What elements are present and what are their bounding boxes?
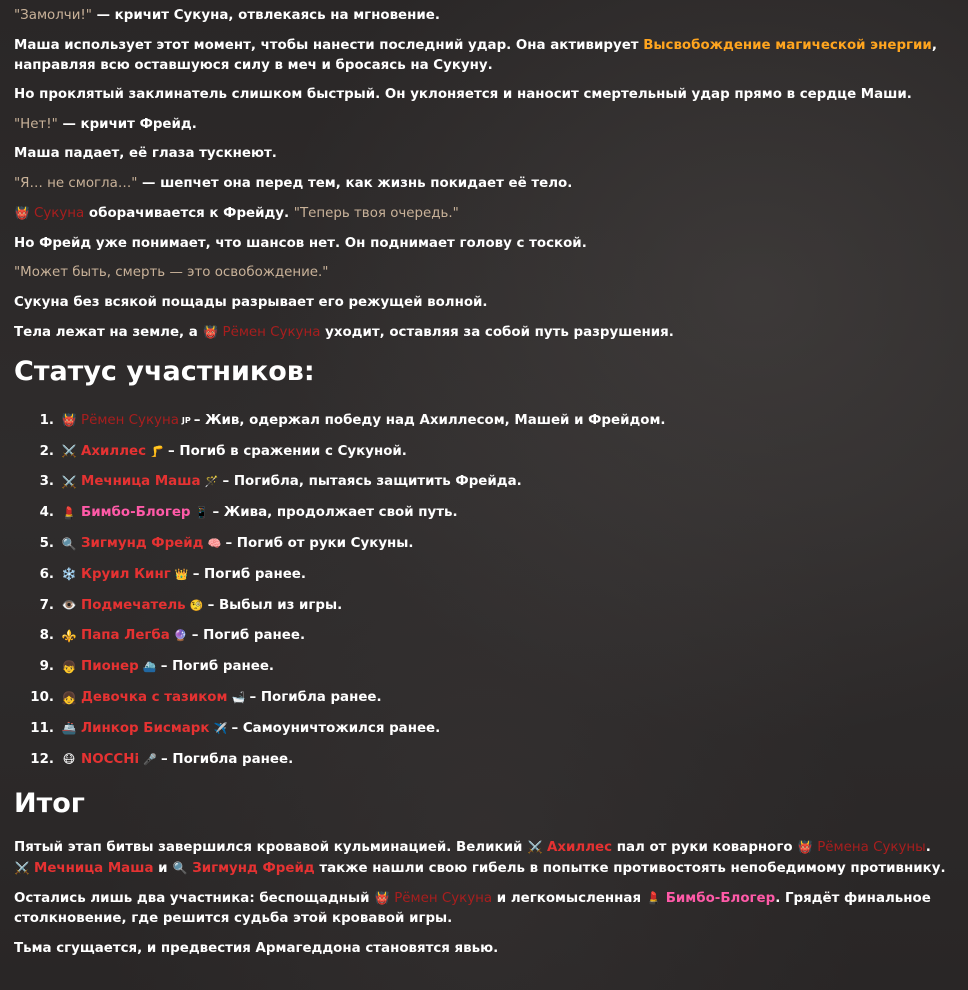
leg-icon: 🦵: [150, 444, 164, 458]
row-number: 12.: [30, 751, 54, 767]
participant-row: [14, 621, 954, 652]
story-line: [14, 36, 954, 76]
magnifier-icon: 🔍: [61, 536, 77, 551]
participant-list: [14, 405, 954, 775]
boy-icon: 👦: [61, 659, 77, 674]
demon-icon: 👹: [374, 891, 390, 906]
row-number: 4.: [39, 505, 54, 521]
participant-row: [14, 497, 954, 528]
quote-text: "Нет!": [14, 116, 58, 132]
row-number: 7.: [39, 597, 54, 613]
row-number: 9.: [39, 659, 54, 675]
participant-status: – Погибла ранее.: [161, 751, 294, 767]
participant-status: – Погибла, пытаясь защитить Фрейда.: [222, 474, 522, 490]
eye-icon: 👁️: [61, 598, 77, 613]
airplane-icon: ✈️: [213, 721, 228, 735]
crossed-swords-icon: ⚔️: [61, 444, 77, 459]
lipstick-icon: 💄: [646, 891, 662, 906]
participant-status: – Погиб в сражении с Сукуной.: [168, 443, 407, 459]
story-line: [14, 203, 954, 224]
magnifier-icon: 🔍: [172, 860, 188, 875]
story-line: [14, 322, 954, 343]
status-heading: Статус участников:: [14, 356, 315, 387]
participant-status: – Погиб от руки Сукуны.: [225, 536, 414, 552]
participant-status: – Погиб ранее.: [160, 659, 274, 675]
story-text: оборачивается к Фрейду.: [84, 206, 294, 221]
participant-row: [14, 590, 954, 621]
participant-name: Подмечатель: [81, 597, 186, 613]
participant-name: Круил Кинг: [81, 566, 171, 582]
participant-name: Ахиллес: [81, 443, 147, 459]
story-line: [14, 174, 954, 194]
summary-heading: Итог: [14, 787, 85, 819]
participant-row: [14, 467, 954, 498]
quote-text: "Может быть, смерть — это освобождение.": [14, 265, 329, 280]
story-text: — кричит Фрейд.: [57, 116, 197, 132]
participant-name: Линкор Бисмарк: [81, 720, 210, 736]
crossed-swords-icon: ⚔️: [14, 860, 30, 875]
character-name: Бимбо-Блогер: [665, 891, 776, 907]
ability-name: Высвобождение магической энергии: [643, 37, 932, 53]
crown-icon: 👑: [174, 567, 189, 581]
row-number: 10.: [30, 690, 54, 706]
character-name: Рёмен Сукуна: [394, 891, 493, 907]
participant-name: Пионер: [81, 659, 139, 675]
participant-name: Девочка с тазиком: [81, 690, 228, 706]
monocle-face-icon: 🧐: [189, 598, 204, 612]
participant-row: [14, 713, 954, 744]
jp-tag: JP: [181, 415, 191, 425]
story-line: Маша падает, её глаза тускнеют.: [14, 146, 277, 161]
boat-icon: ⛴️: [142, 660, 157, 674]
quote-text: "Я… не смогла…": [14, 175, 138, 191]
character-name: Сукуна: [34, 206, 85, 221]
summary-text: Пятый этап битвы завершился кровавой кульминацией. Великий: [14, 839, 527, 855]
crossed-swords-icon: ⚔️: [527, 839, 543, 854]
story-text: — кричит Сукуна, отвлекаясь на мгновение.: [91, 8, 440, 23]
row-number: 1.: [39, 412, 54, 428]
girl-icon: 👧: [61, 690, 77, 705]
ship-icon: 🚢: [61, 721, 77, 736]
row-number: 5.: [39, 536, 54, 552]
fleur-de-lis-icon: ⚜️: [61, 628, 77, 643]
participant-status: – Погиб ранее.: [191, 628, 306, 644]
participant-row: [14, 405, 954, 436]
character-name: Зигмунд Фрейд: [192, 860, 315, 876]
summary-text: также нашли свою гибель в попытке противостоять непобедимому противнику.: [314, 860, 946, 876]
demon-icon: 👹: [203, 325, 218, 339]
story-text: — шепчет она перед тем, как жизнь покидает её тело.: [137, 175, 573, 191]
microphone-icon: 🎤: [143, 752, 157, 766]
summary-paragraph: [14, 888, 954, 929]
participant-status: – Самоуничтожился ранее.: [231, 720, 441, 736]
wand-icon: 🪄: [204, 475, 219, 489]
summary-text: .: [925, 839, 931, 855]
demon-icon: 👹: [797, 839, 813, 854]
lipstick-icon: 💄: [61, 505, 77, 520]
story-line: Но Фрейд уже понимает, что шансов нет. Он поднимает голову с тоской.: [14, 235, 587, 251]
quote-text: "Теперь твоя очередь.": [293, 206, 459, 221]
crystal-ball-icon: 🔮: [173, 629, 188, 643]
story-text: , направляя всю оставшуюся силу в меч и бросаясь на Сукуну.: [14, 37, 937, 73]
row-number: 11.: [30, 720, 54, 736]
participant-row: [14, 559, 954, 590]
summary-text: Остались лишь два участника: беспощадный: [14, 891, 375, 907]
bathtub-icon: 🛁: [231, 691, 246, 705]
summary-text: и легкомысленная: [492, 891, 646, 907]
story-line: [14, 115, 954, 135]
story-text: уходит, оставляя за собой путь разрушения.: [320, 325, 674, 340]
brain-icon: 🧠: [207, 537, 222, 551]
mask-face-icon: 😷: [62, 752, 76, 767]
character-name: Ахиллес: [547, 839, 613, 855]
participant-name: Рёмен Сукуна: [81, 412, 179, 428]
participant-status: – Погиб ранее.: [192, 566, 306, 582]
character-name: Рёмен Сукуна: [222, 325, 321, 340]
participant-status: – Жив, одержал победу над Ахиллесом, Машей и Фрейдом.: [193, 412, 666, 428]
row-number: 6.: [39, 566, 54, 582]
story-text: Тела лежат на земле, а: [14, 325, 203, 340]
story-text: Маша использует этот момент, чтобы нанести последний удар. Она активирует: [14, 37, 644, 53]
participant-name: NOCCHi: [81, 751, 140, 767]
participant-row: [14, 744, 954, 775]
summary-paragraph: Тьма сгущается, и предвестия Армагеддона становятся явью.: [14, 940, 499, 956]
summary-paragraph: [14, 837, 954, 879]
snowflake-icon: ❄️: [61, 567, 77, 582]
participant-name: Папа Легба: [81, 628, 170, 644]
phone-icon: 📱: [194, 506, 209, 520]
story-line: [14, 263, 954, 283]
story-line: [14, 6, 954, 26]
demon-icon: 👹: [61, 413, 77, 428]
summary-text: . Грядёт финальное столкновение, где решится судьба этой кровавой игры.: [14, 891, 931, 927]
summary-text: пал от руки коварного: [612, 839, 798, 855]
demon-icon: 👹: [14, 206, 30, 220]
crossed-swords-icon: ⚔️: [61, 474, 77, 489]
row-number: 3.: [39, 474, 54, 490]
participant-name: Зигмунд Фрейд: [81, 536, 204, 552]
quote-text: "Замолчи!": [14, 8, 92, 23]
participant-name: Мечница Маша: [81, 474, 201, 490]
character-name: Рёмена Сукуны: [817, 839, 926, 855]
story-line: Но проклятый заклинатель слишком быстрый. Он уклоняется и наносит смертельный удар прямо в сердце Маши.: [14, 87, 912, 102]
story-line: Сукуна без всякой пощады разрывает его режущей волной.: [14, 294, 488, 310]
participant-row: [14, 528, 954, 559]
character-name: Мечница Маша: [34, 860, 154, 876]
participant-status: – Выбыл из игры.: [207, 597, 343, 613]
summary-text: и: [153, 860, 173, 876]
participant-row: [14, 436, 954, 467]
row-number: 2.: [39, 443, 54, 459]
participant-status: – Погибла ранее.: [249, 690, 382, 706]
participant-row: [14, 682, 954, 713]
participant-row: [14, 651, 954, 682]
row-number: 8.: [39, 628, 54, 644]
participant-status: – Жива, продолжает свой путь.: [212, 505, 458, 521]
participant-name: Бимбо-Блогер: [81, 505, 191, 521]
